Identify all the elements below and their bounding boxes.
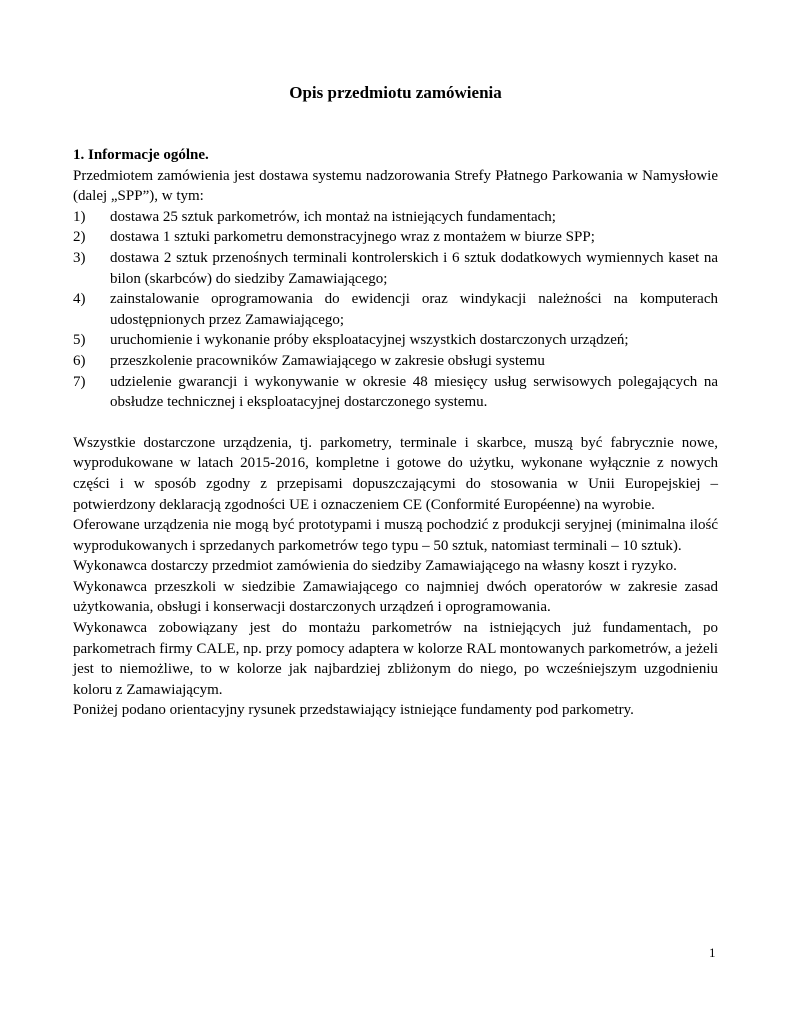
document-body — [73, 145, 718, 721]
paragraph-installation: Wykonawca zobowiązany jest do montażu parkometrów na istniejących już fundamentach, po parkometrach firmy CALE, np. przy pomocy adaptera w kolorze RAL montowanych parkometrów, a jeżeli jest to niemożliwe, to w kolorze jak najbardziej zbliżonym do niego, po wcześniejszym uzgodnieniu koloru z Zamawiającym. — [73, 620, 718, 698]
paragraph-drawing-note: Poniżej podano orientacyjny rysunek przedstawiający istniejące fundamenty pod parkometry. — [73, 702, 634, 719]
list-item — [73, 289, 718, 330]
list-item-number: 7) — [73, 373, 86, 390]
list-item-text: uruchomienie i wykonanie próby eksploatacyjnej wszystkich dostarczonych urządzeń; — [110, 332, 629, 349]
list-item — [73, 207, 718, 228]
list-item-text: udzielenie gwarancji i wykonywanie w okresie 48 miesięcy usług serwisowych polegających na obsłudze technicznej i eksploatacyjnej dostarczonego systemu. — [110, 373, 718, 411]
paragraph-spacer — [73, 413, 718, 433]
list-item-number: 3) — [73, 249, 86, 266]
paragraph-devices-new: Wszystkie dostarczone urządzenia, tj. parkometry, terminale i skarbce, muszą być fabrycznie nowe, wyprodukowane w latach 2015-2016, kompletne i gotowe do użytku, wykonane wyłącznie z nowych części i w sposób zgodny z przepisami dopuszczającymi do stosowania w Unii Europejskiej – potwierdzony deklaracją zgodności UE i oznaczeniem CE (Conformité Européenne) na wyrobie. — [73, 434, 718, 513]
list-item-number: 6) — [73, 352, 86, 369]
paragraph-delivery: Wykonawca dostarczy przedmiot zamówienia do siedziby Zamawiającego na własny koszt i ryzyko. — [73, 558, 677, 575]
paragraph-serial-production: Oferowane urządzenia nie mogą być prototypami i muszą pochodzić z produkcji seryjnej (minimalna ilość wyprodukowanych i sprzedanych parkometrów tego typu – 50 sztuk, natomiast terminali – 10 sztuk). — [73, 517, 718, 554]
list-item-text: dostawa 2 sztuk przenośnych terminali kontrolerskich i 6 sztuk dodatkowych wymiennych kaset na bilon (skarbców) do siedziby Zamawiającego; — [110, 249, 718, 287]
list-item — [73, 351, 718, 372]
list-item-text: przeszkolenie pracowników Zamawiającego w zakresie obsługi systemu — [110, 352, 545, 369]
list-item-number: 1) — [73, 208, 86, 225]
list-item — [73, 330, 718, 351]
paragraph-training: Wykonawca przeszkoli w siedzibie Zamawiającego co najmniej dwóch operatorów w zakresie zasad użytkowania, obsługi i konserwacji dostarczonych urządzeń i oprogramowania. — [73, 578, 718, 616]
list-item-text: zainstalowanie oprogramowania do ewidencji oraz windykacji należności na komputerach udostępnionych przez Zamawiającego; — [110, 291, 718, 328]
list-item-number: 2) — [73, 229, 86, 246]
list-item-number: 5) — [73, 332, 86, 349]
list-item-number: 4) — [73, 291, 86, 308]
list-item-text: dostawa 25 sztuk parkometrów, ich montaż na istniejących fundamentach; — [110, 208, 556, 225]
list-item — [73, 248, 718, 289]
requirements-list — [73, 207, 718, 413]
section-intro: Przedmiotem zamówienia jest dostawa systemu nadzorowania Strefy Płatnego Parkowania w Namysłowie (dalej „SPP”), w tym: — [73, 167, 718, 205]
page-number: 1 — [709, 945, 716, 960]
section-heading: 1. Informacje ogólne. — [73, 147, 209, 163]
document-title: Opis przedmiotu zamówienia — [289, 83, 502, 102]
list-item — [73, 227, 718, 248]
list-item — [73, 372, 718, 413]
list-item-text: dostawa 1 sztuki parkometru demonstracyjnego wraz z montażem w biurze SPP; — [110, 229, 595, 246]
